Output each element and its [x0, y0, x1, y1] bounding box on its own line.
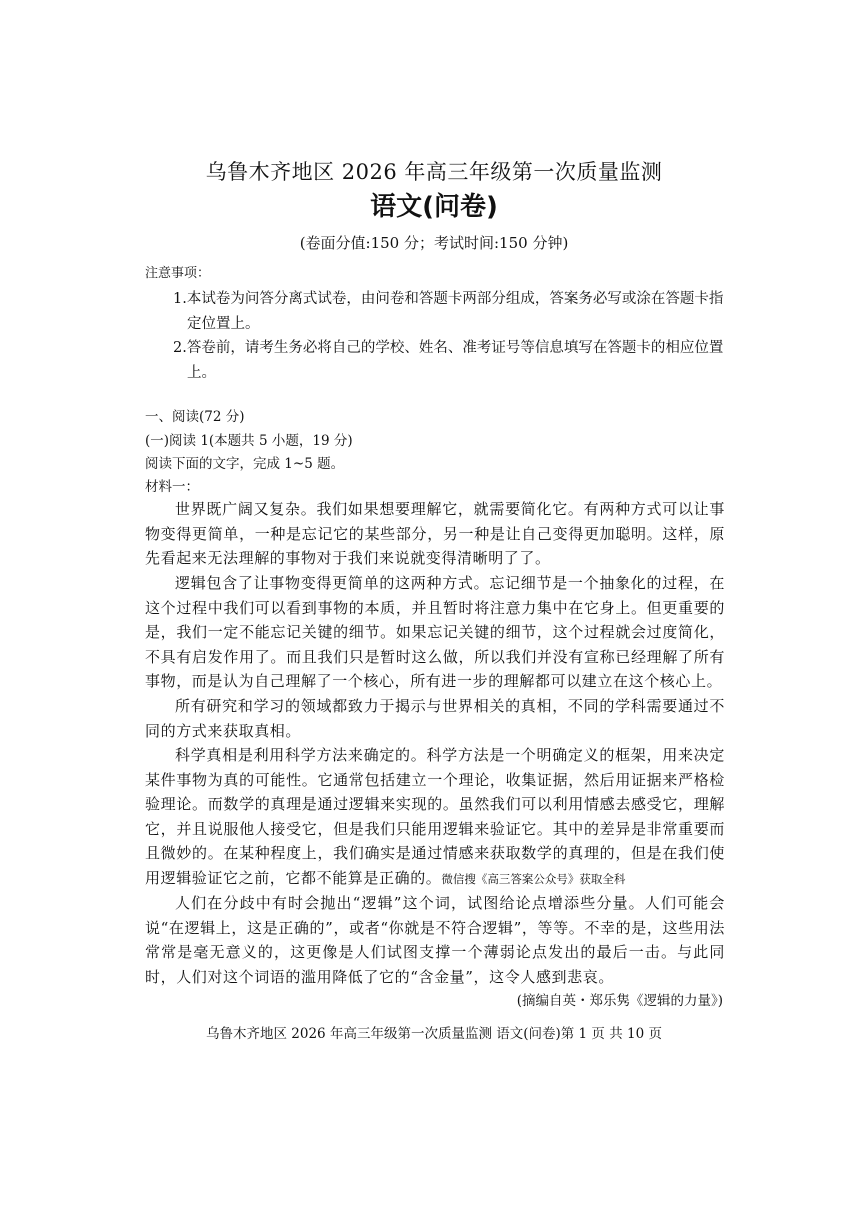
- material-label: 材料一：: [145, 479, 199, 495]
- passage-paragraph: 世界既广阔又复杂。我们如果想要理解它，就需要简化它。有两种方式可以让事物变得更简单，一种是忘记它的某些部分，另一种是让自己变得更加聪明。这样，原先看起来无法理解的事物对于我们来说就变得清晰明了了。: [145, 500, 725, 567]
- subject-title: 语文(问卷): [370, 192, 498, 222]
- passage-text: 科学真相是利用科学方法来确定的。科学方法是一个明确定义的框架，用来决定某件事物为真的可能性。它通常包括建立一个理论，收集证据，然后用证据来严格检验理论。而数学的真理是通过逻辑来实现的。虽然我们可以利用情感去感受它，理解它，并且说服他人接受它，但是我们只能用逻辑来验证它。其中的差异是非常重要而且微妙的。在某种程度上，我们确实是通过情感来获取数学的真理的，但是在我们使用逻辑验证它之前，它都不能算是正确的。: [145, 746, 725, 887]
- watermark-note: 微信搜《高三答案公众号》获取全科: [441, 871, 626, 886]
- passage-paragraph: 所有研究和学习的领域都致力于揭示与世界相关的真相，不同的学科需要通过不同的方式来获取真相。: [145, 697, 725, 740]
- exam-title: 乌鲁木齐地区 2026 年高三年级第一次质量监测: [205, 160, 663, 184]
- source-citation: (摘编自英・郑乐隽《逻辑的力量》): [516, 993, 723, 1009]
- notes-heading: 注意事项：: [145, 266, 211, 281]
- passage-paragraph: 逻辑包含了让事物变得更简单的这两种方式。忘记细节是一个抽象化的过程，在这个过程中我们可以看到事物的本质，并且暂时将注意力集中在它身上。但更重要的是，我们一定不能忘记关键的细节。如果忘记关键的细节，这个过程就会过度简化，不具有启发作用了。而且我们只是暂时这么做，所以我们并没有宣称已经理解了所有事物，而是认为自己理解了一个核心，所有进一步的理解都可以建立在这个核心上。: [145, 574, 725, 690]
- note-item: 1.本试卷为问答分离式试卷，由问卷和答题卡两部分组成，答案务必写或涂在答题卡指定位置上。: [173, 291, 724, 332]
- section-sub-heading: (一)阅读 1(本题共 5 小题，19 分): [145, 433, 353, 449]
- passage-paragraph: [145, 743, 725, 891]
- page-footer: 乌鲁木齐地区 2026 年高三年级第一次质量监测 语文(问卷)第 1 页 共 10 页: [206, 1026, 662, 1042]
- passage-paragraph: 人们在分歧中有时会抛出“逻辑”这个词，试图给论点增添些分量。人们可能会说“在逻辑上，这是正确的”，或者“你就是不符合逻辑”，等等。不幸的是，这些用法常常是毫无意义的，这更像是人们试图支撑一个薄弱论点发出的最后一击。与此同时，人们对这个词语的滥用降低了它的“含金量”，这令人感到悲哀。: [145, 894, 725, 986]
- note-item: 2.答卷前，请考生务必将自己的学校、姓名、准考证号等信息填写在答题卡的相应位置上。: [173, 340, 724, 381]
- section-part-heading: 一、阅读(72 分): [145, 409, 245, 425]
- section-instruction: 阅读下面的文字，完成 1~5 题。: [145, 456, 345, 472]
- score-line: (卷面分值:150 分；考试时间:150 分钟): [299, 234, 569, 252]
